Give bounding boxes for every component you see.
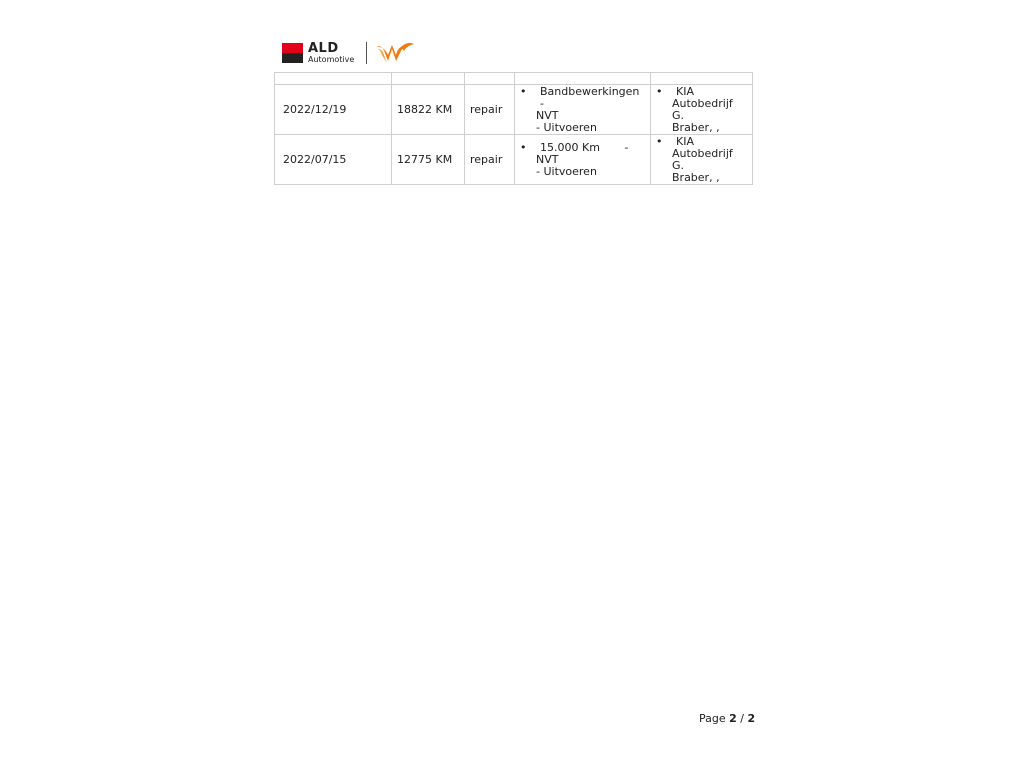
type-cell: repair: [465, 135, 515, 185]
operation-text: 15.000 Km -: [540, 140, 629, 154]
logo-divider: [366, 42, 367, 64]
garage-name-cont: Braber, ,: [672, 170, 720, 184]
garage-brand: KIA: [676, 84, 694, 98]
type-cell: repair: [465, 85, 515, 135]
header-cell: [392, 73, 465, 85]
operation-text-cont: NVT: [536, 152, 559, 166]
operation-cell: [515, 135, 651, 185]
garage-brand: KIA: [676, 134, 694, 148]
garage-name: Autobedrijf G.: [672, 146, 733, 172]
garage-item: [656, 86, 747, 134]
page-number: [699, 712, 755, 725]
total-pages: 2: [747, 712, 756, 725]
operation-text-cont: - Uitvoeren: [536, 164, 597, 178]
garage-name: Autobedrijf G.: [672, 96, 733, 122]
operation-text: Bandbewerkingen -: [540, 84, 640, 110]
header-cell: [651, 73, 753, 85]
bullet-icon: •: [656, 84, 663, 98]
garage-cell: [651, 135, 753, 185]
mileage-cell: 12775 KM: [392, 135, 465, 185]
bullet-icon: •: [656, 134, 663, 148]
date-cell: 2022/12/19: [275, 85, 392, 135]
table-row: [275, 135, 753, 185]
operation-item: [520, 142, 645, 178]
header-cell: [275, 73, 392, 85]
date-cell: 2022/07/15: [275, 135, 392, 185]
garage-item: [656, 136, 747, 184]
mileage-cell: 18822 KM: [392, 85, 465, 135]
operation-item: [520, 86, 645, 134]
table-row: [275, 85, 753, 135]
header-cell: [465, 73, 515, 85]
page-label: Page: [699, 712, 726, 725]
ald-logo-mark: [282, 43, 303, 63]
garage-name-cont: Braber, ,: [672, 120, 720, 134]
ald-logo-subtitle: Automotive: [308, 55, 355, 64]
w-logo-icon: [375, 41, 415, 65]
ald-logo-title: ALD: [308, 41, 339, 56]
operation-text-cont: NVT: [536, 108, 559, 122]
table-header-row: [275, 73, 753, 85]
page-separator: /: [740, 712, 745, 725]
current-page: 2: [729, 712, 737, 725]
maintenance-history-table: [274, 72, 753, 185]
operation-text-cont: - Uitvoeren: [536, 120, 597, 134]
header-cell: [515, 73, 651, 85]
bullet-icon: •: [520, 140, 527, 154]
operation-cell: [515, 85, 651, 135]
garage-cell: [651, 85, 753, 135]
bullet-icon: •: [520, 84, 527, 98]
